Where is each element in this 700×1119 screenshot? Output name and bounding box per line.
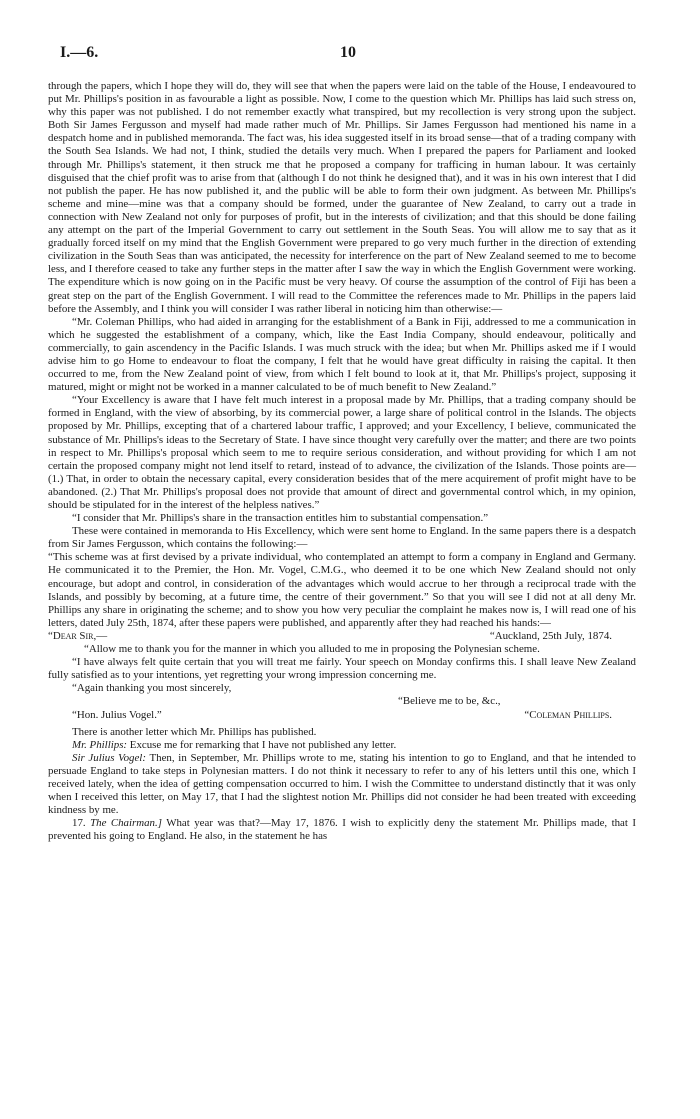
paragraph: There is another letter which Mr. Phillips has published. xyxy=(72,725,317,738)
quote-paragraph: “I consider that Mr. Phillips's share in the transaction entitles him to substantial compensation.” xyxy=(72,512,489,525)
quote-paragraph: “Mr. Coleman Phillips, who had aided in arranging for the establishment of a Bank in Fiji, addressed to me a communication in which he suggested the establishment of a company, which, like the East India Company, should endeavour, politically and commercially, to gain ascendency in the Pacific Islands. I was much struck with the idea; but when Mr. Phillips asked me if I would advise him to go Home to endeavour to float the company, I felt that he would have great difficulty in raising the capital. It then occurred to me, from the New Zealand point of view, from which I felt bound to look at it, that Mr. Phillips's project, supposing it matured, might or might not be worked in a manner calculated to be of much benefit to New Zealand.” xyxy=(48,315,636,394)
letter-paragraph: “I have always felt quite certain that you will treat me fairly. Your speech on Monday confirms this. I shall leave New Zealand fully satisfied as to your intentions, yet regretting your wrong impression concerning me. xyxy=(48,656,636,682)
letter-salutation: “Dear Sir,— xyxy=(48,629,108,642)
document-body xyxy=(48,80,636,843)
letter-signature: “Coleman Phillips. xyxy=(524,708,612,721)
speaker-paragraph xyxy=(48,739,636,752)
document-page xyxy=(48,44,636,843)
letter-addressee: “Hon. Julius Vogel.” xyxy=(72,708,162,721)
paragraph: through the papers, which I hope they will do, they will see that when the papers were laid on the table of the House, I endeavoured to put Mr. Phillips's position in as favourable a light as possible. Now, I come to the question which Mr. Phillips has laid such stress on, why this paper was not published. I do not remember exactly what transpired, but my recollection is very strong upon the subject. Both Sir James Fergusson and myself had made rather much of Mr. Phillips. Sir James Fergusson had mentioned his name in a despatch home and in published memoranda. The fact was, his idea suggested itself in its broad sense—that of a trading company with the South Sea Islands. We had not, I think, studied the details very much. When I prepared the papers for Parliament and looked through Mr. Phillips's statement, it then struck me that he proposed a company for trafficing in human labour. It was certainly disguised that the chief profit was to arise from that (although I do not think he designed that), and it was in his own interest that I did not publish the paper. He has now published it, and the public will be able to form their own judgment. As between Mr. Phillips's scheme and mine—mine was that a company should be formed, under the guarantee of New Zealand, to carry out a trade in connection with New Zealand not only for purposes of profit, but in the interests of civilization; and that this should be done failing any attempt on the part of the Imperial Government to carry out settlement in the South Seas. You will allow me to say that as it gradually forced itself on my mind that the English Government were prepared to go very much further in the direction of extending civilization in the South Seas than was anticipated, the necessity for interference on the part of New Zealand seemed to me to become less, and I therefore ceased to take any further steps in the matter after I saw the way in which the English Government were working. The expenditure which is now going on in the Pacific must be very heavy. Of course the assumption of the control of Fiji has been a great step on the part of the English Government. I will read to the Committee the references made to Mr. Phillips in the papers laid before the Assembly, and I think you will consider I was rather liberal in noticing him than otherwise:— xyxy=(48,80,636,315)
page-number: 10 xyxy=(340,44,356,61)
question-paragraph xyxy=(48,817,636,843)
document-id: I.—6. xyxy=(60,44,99,61)
speaker-name: Sir Julius Vogel: xyxy=(72,751,146,764)
speaker-text: Excuse me for remarking that I have not published any letter. xyxy=(127,738,397,751)
letter-signature-row xyxy=(48,709,636,722)
letter-heading xyxy=(48,630,636,643)
quote-paragraph: “This scheme was at first devised by a private individual, who contemplated an attempt to form a company in England and Germany. He communicated it to the Premier, the Hon. Mr. Vogel, C.M.G., who deemed it to be one which New Zealand should not only encourage, but adopt and control, in consideration of the advantages which would accrue to her through a reciprocal trade with the Islands, and possibly by becoming, at a future time, the centre of their government.” So that you will see I did not at all deny Mr. Phillips any share in originating the scheme; and to show you how very peculiar the complaint he makes now is, I will read one of his letters, dated July 25th, 1874, after these papers were published, and apparently after they had reached his hands:— xyxy=(48,551,636,629)
speaker-text: Then, in September, Mr. Phillips wrote to me, stating his intention to go to England, and that he intended to persuade England to take steps in Polynesian matters. I do not think it necessary to refer to any of his letters until this one, which I received lately, when the idea of getting compensation occurred to him. I wish the Committee to understand distinctly that it was only when I received this letter, on May 17, that I had the slightest notion Mr. Phillips did not consider he had been treated with exceeding kindness by me. xyxy=(48,751,636,817)
letter-paragraph: “Again thanking you most sincerely, xyxy=(72,682,232,695)
page-header xyxy=(48,44,636,70)
speaker-paragraph xyxy=(48,752,636,817)
letter-closing: “Believe me to be, &c., xyxy=(398,695,501,708)
speaker-name: Mr. Phillips: xyxy=(72,738,128,751)
paragraph: These were contained in memoranda to His Excellency, which were sent home to England. In the same papers there is a despatch from Sir James Fergusson, which contains the following:— xyxy=(48,525,636,551)
letter-dateline: “Auckland, 25th July, 1874. xyxy=(489,629,612,642)
letter-paragraph: “Allow me to thank you for the manner in which you alluded to me in proposing the Polynesian scheme. xyxy=(84,643,540,656)
speaker-text: What year was that?—May 17, 1876. I wish to explicitly deny the statement Mr. Phillips made, that I prevented his going to England. He also, in the statement he has xyxy=(48,817,636,843)
speaker-name: The Chairman.] xyxy=(90,817,162,830)
quote-paragraph: “Your Excellency is aware that I have felt much interest in a proposal made by Mr. Phillips, that a trading company should be formed in England, with the view of absorbing, by its commercial power, a large share of political control in the Islands. The objects proposed by Mr. Phillips, excepting that of a chartered labour traffic, I approved; and your Excellency, I believe, communicated the substance of Mr. Phillips's ideas to the Secretary of State. I have since thought very carefully over the matter; and there are two points in respect to Mr. Phillips's proposal which seem to me to require serious consideration, and without providing for which I am not certain the proposed company might not lend itself to retard, instead of to advance, the civilization of the Islands. Those points are—(1.) That, in order to obtain the necessary capital, every consideration besides that of the mere acquirement of profit might have to be abandoned. (2.) That Mr. Phillips's proposal does not provide that amount of direct and governmental control which, in my opinion, should be stipulated for in the interest of the helpless natives.” xyxy=(48,394,636,511)
question-number: 17. xyxy=(72,817,86,830)
